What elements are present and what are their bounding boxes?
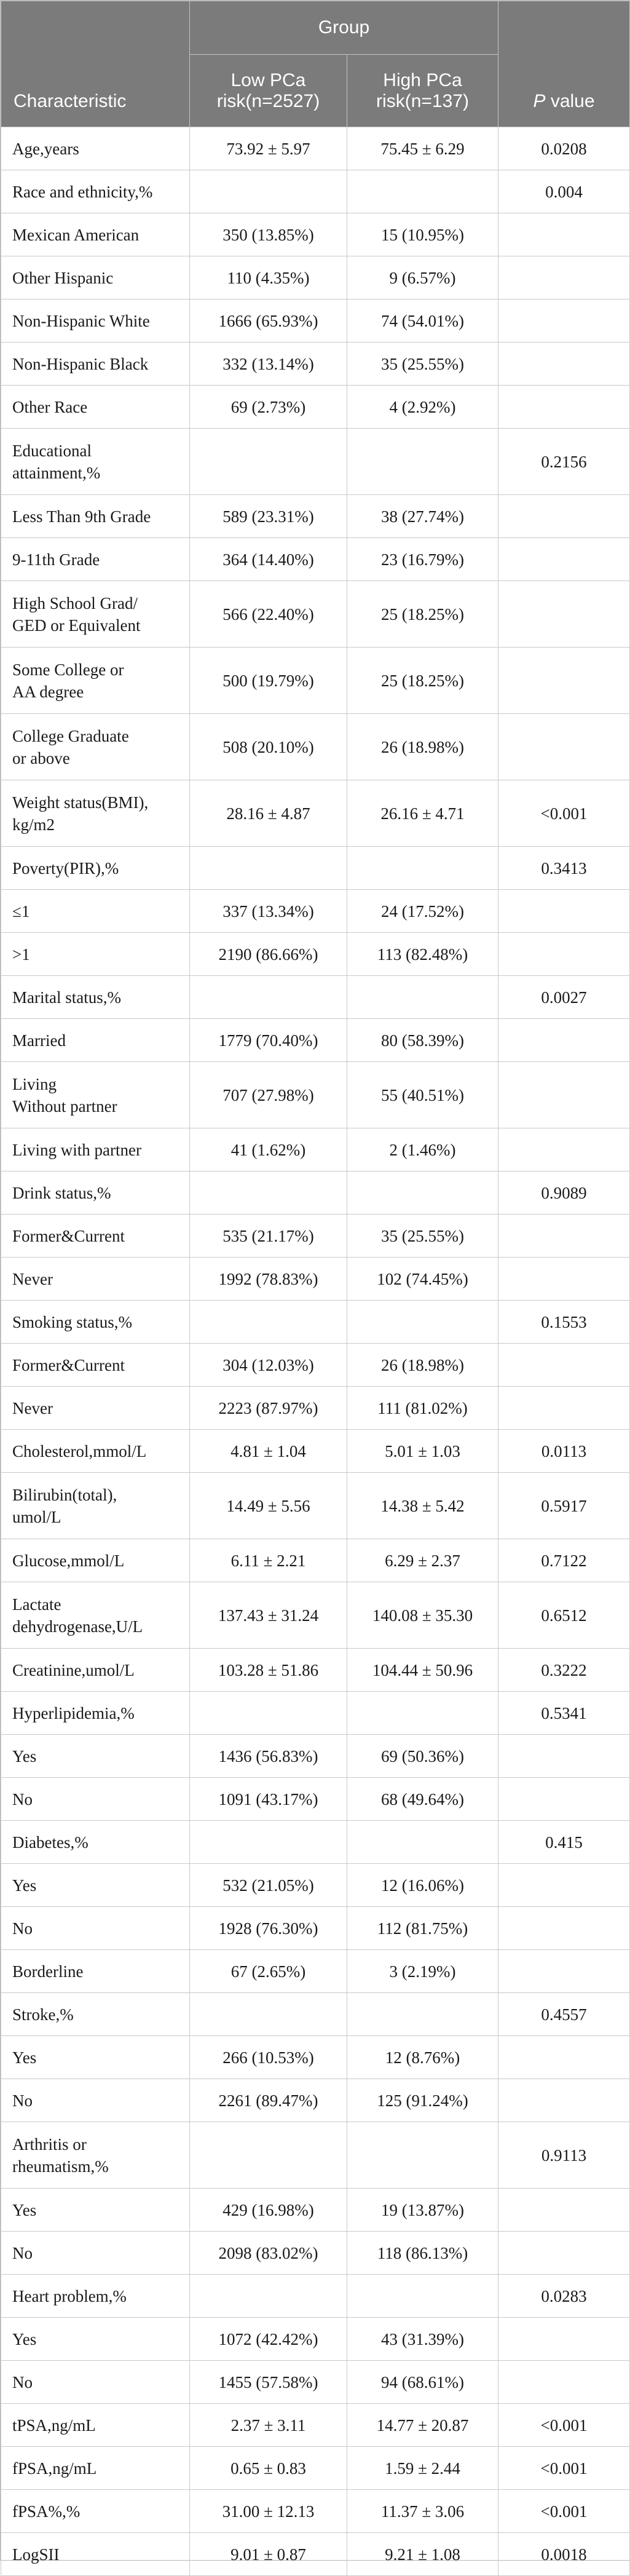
p-value-cell: [498, 1062, 630, 1128]
characteristic-cell: No: [1, 2232, 190, 2275]
high-risk-value-cell: 5.01 ± 1.03: [347, 1430, 498, 1473]
p-value-cell: 0.6512: [498, 1582, 630, 1649]
high-risk-value-cell: 69 (50.36%): [347, 1735, 498, 1778]
low-risk-value-cell: [190, 1993, 347, 2036]
characteristic-cell: Former&Current: [1, 1215, 190, 1258]
low-risk-value-cell: 2.37 ± 3.11: [190, 2404, 347, 2447]
table-row: [1, 1387, 630, 1430]
low-risk-value-cell: 1992 (78.83%): [190, 1258, 347, 1301]
p-value-cell: 0.9113: [498, 2122, 630, 2189]
table-row: [1, 429, 630, 495]
low-risk-value-cell: 9.01 ± 0.87: [190, 2533, 347, 2576]
low-risk-value-cell: 364 (14.40%): [190, 538, 347, 581]
low-risk-column-header: Low PCa risk(n=2527): [190, 55, 347, 127]
low-risk-value-cell: 707 (27.98%): [190, 1062, 347, 1128]
low-risk-value-cell: 14.49 ± 5.56: [190, 1473, 347, 1539]
table-header: [1, 1, 630, 127]
table-row: [1, 299, 630, 343]
table-row: [1, 581, 630, 648]
characteristic-cell: ≤1: [1, 890, 190, 933]
p-value-cell: [498, 2318, 630, 2361]
characteristic-cell: Yes: [1, 1735, 190, 1778]
table-row: [1, 2490, 630, 2533]
table-row: [1, 2122, 630, 2189]
characteristic-cell: No: [1, 2361, 190, 2404]
low-risk-value-cell: [190, 976, 347, 1019]
table-row: [1, 2447, 630, 2490]
table-row: [1, 1062, 630, 1128]
low-risk-value-cell: [190, 1171, 347, 1215]
table-row: [1, 1778, 630, 1821]
low-risk-value-cell: [190, 429, 347, 495]
p-value-cell: [498, 1128, 630, 1171]
high-risk-value-cell: 14.38 ± 5.42: [347, 1473, 498, 1539]
low-risk-value-cell: [190, 1692, 347, 1735]
characteristic-cell: College Graduate or above: [1, 714, 190, 780]
table-row: [1, 343, 630, 386]
characteristic-cell: Borderline: [1, 1950, 190, 1993]
low-risk-value-cell: [190, 170, 347, 213]
low-risk-value-cell: 1779 (70.40%): [190, 1019, 347, 1062]
characteristic-cell: Yes: [1, 2189, 190, 2232]
table-row: [1, 1692, 630, 1735]
low-risk-value-cell: 332 (13.14%): [190, 343, 347, 386]
low-risk-value-cell: 337 (13.34%): [190, 890, 347, 933]
p-value-cell: 0.0208: [498, 127, 630, 170]
low-risk-value-cell: 69 (2.73%): [190, 386, 347, 429]
table-row: [1, 1019, 630, 1062]
p-value-cell: [498, 256, 630, 299]
characteristic-cell: Diabetes,%: [1, 1821, 190, 1864]
table-row: [1, 213, 630, 256]
characteristic-cell: Lactate dehydrogenase,U/L: [1, 1582, 190, 1649]
characteristic-cell: Stroke,%: [1, 1993, 190, 2036]
p-value-cell: [498, 386, 630, 429]
low-risk-value-cell: [190, 1821, 347, 1864]
high-risk-value-cell: 35 (25.55%): [347, 1215, 498, 1258]
characteristic-cell: Other Race: [1, 386, 190, 429]
high-risk-value-cell: 19 (13.87%): [347, 2189, 498, 2232]
high-risk-value-cell: 113 (82.48%): [347, 933, 498, 976]
characteristic-cell: 9-11th Grade: [1, 538, 190, 581]
table-row: [1, 1128, 630, 1171]
table-row: [1, 1539, 630, 1582]
p-value-cell: [498, 890, 630, 933]
low-risk-value-cell: [190, 847, 347, 890]
table-row: [1, 1649, 630, 1692]
p-value-cell: 0.5917: [498, 1473, 630, 1539]
low-risk-value-cell: [190, 2275, 347, 2318]
characteristic-cell: fPSA%,%: [1, 2490, 190, 2533]
low-risk-value-cell: 2098 (83.02%): [190, 2232, 347, 2275]
high-risk-value-cell: [347, 1821, 498, 1864]
table-row: [1, 2533, 630, 2576]
high-risk-value-cell: 111 (81.02%): [347, 1387, 498, 1430]
table-row: [1, 780, 630, 847]
p-value-cell: [498, 1907, 630, 1950]
high-risk-value-cell: 25 (18.25%): [347, 648, 498, 714]
low-risk-value-cell: 4.81 ± 1.04: [190, 1430, 347, 1473]
characteristic-cell: Educational attainment,%: [1, 429, 190, 495]
p-value-cell: [498, 933, 630, 976]
p-value-cell: [498, 2079, 630, 2122]
p-value-cell: [498, 495, 630, 538]
characteristic-cell: Hyperlipidemia,%: [1, 1692, 190, 1735]
high-risk-value-cell: [347, 1171, 498, 1215]
p-value-column-header: [498, 1, 630, 127]
low-risk-value-cell: 2223 (87.97%): [190, 1387, 347, 1430]
high-risk-value-cell: 12 (8.76%): [347, 2036, 498, 2079]
characteristic-cell: No: [1, 1778, 190, 1821]
table-row: [1, 2318, 630, 2361]
p-value-cell: [498, 648, 630, 714]
low-risk-value-cell: 532 (21.05%): [190, 1864, 347, 1907]
p-value-cell: <0.001: [498, 2447, 630, 2490]
low-risk-value-cell: 1928 (76.30%): [190, 1907, 347, 1950]
table-row: [1, 386, 630, 429]
low-risk-value-cell: 1455 (57.58%): [190, 2361, 347, 2404]
high-risk-value-cell: [347, 1301, 498, 1344]
high-risk-value-cell: 80 (58.39%): [347, 1019, 498, 1062]
table-row: [1, 1735, 630, 1778]
table-row: [1, 890, 630, 933]
characteristic-cell: Age,years: [1, 127, 190, 170]
low-risk-value-cell: [190, 2122, 347, 2189]
low-risk-value-cell: 1436 (56.83%): [190, 1735, 347, 1778]
characteristic-cell: Never: [1, 1258, 190, 1301]
low-risk-value-cell: 566 (22.40%): [190, 581, 347, 648]
high-risk-column-header: High PCa risk(n=137): [347, 55, 498, 127]
high-risk-value-cell: [347, 2275, 498, 2318]
p-value-cell: [498, 1215, 630, 1258]
p-value-cell: 0.004: [498, 170, 630, 213]
characteristic-cell: Married: [1, 1019, 190, 1062]
high-risk-value-cell: 26 (18.98%): [347, 714, 498, 780]
characteristic-cell: Living Without partner: [1, 1062, 190, 1128]
p-value-cell: [498, 2036, 630, 2079]
high-risk-value-cell: 9.21 ± 1.08: [347, 2533, 498, 2576]
low-risk-value-cell: 67 (2.65%): [190, 1950, 347, 1993]
p-value-header-italic: P: [533, 91, 546, 111]
high-risk-value-cell: 11.37 ± 3.06: [347, 2490, 498, 2533]
high-risk-value-cell: 104.44 ± 50.96: [347, 1649, 498, 1692]
p-value-cell: 0.7122: [498, 1539, 630, 1582]
characteristic-cell: tPSA,ng/mL: [1, 2404, 190, 2447]
high-risk-value-cell: 125 (91.24%): [347, 2079, 498, 2122]
high-risk-value-cell: 35 (25.55%): [347, 343, 498, 386]
p-value-cell: 0.0018: [498, 2533, 630, 2576]
low-risk-value-cell: 266 (10.53%): [190, 2036, 347, 2079]
table-row: [1, 2404, 630, 2447]
characteristic-cell: Creatinine,umol/L: [1, 1649, 190, 1692]
high-risk-value-cell: 38 (27.74%): [347, 495, 498, 538]
high-risk-value-cell: 43 (31.39%): [347, 2318, 498, 2361]
high-risk-value-cell: 112 (81.75%): [347, 1907, 498, 1950]
low-risk-value-cell: 535 (21.17%): [190, 1215, 347, 1258]
characteristic-cell: Smoking status,%: [1, 1301, 190, 1344]
high-risk-value-cell: 68 (49.64%): [347, 1778, 498, 1821]
characteristic-cell: Marital status,%: [1, 976, 190, 1019]
low-risk-value-cell: 429 (16.98%): [190, 2189, 347, 2232]
table-row: [1, 2361, 630, 2404]
high-risk-value-cell: 75.45 ± 6.29: [347, 127, 498, 170]
low-risk-value-cell: 500 (19.79%): [190, 648, 347, 714]
p-value-cell: 0.9089: [498, 1171, 630, 1215]
characteristic-cell: Non-Hispanic Black: [1, 343, 190, 386]
p-value-cell: [498, 581, 630, 648]
p-value-cell: [498, 1387, 630, 1430]
table-row: [1, 127, 630, 170]
p-value-cell: 0.3222: [498, 1649, 630, 1692]
table-row: [1, 538, 630, 581]
characteristic-cell: High School Grad/ GED or Equivalent: [1, 581, 190, 648]
table-row: [1, 495, 630, 538]
low-risk-value-cell: 2190 (86.66%): [190, 933, 347, 976]
p-value-cell: [498, 1735, 630, 1778]
p-value-header-suffix: value: [545, 91, 595, 111]
p-value-cell: [498, 714, 630, 780]
characteristic-cell: Other Hispanic: [1, 256, 190, 299]
table-row: [1, 2036, 630, 2079]
group-column-header: Group: [190, 1, 498, 55]
low-risk-value-cell: 73.92 ± 5.97: [190, 127, 347, 170]
high-risk-value-cell: 6.29 ± 2.37: [347, 1539, 498, 1582]
high-risk-value-cell: 25 (18.25%): [347, 581, 498, 648]
high-risk-value-cell: 12 (16.06%): [347, 1864, 498, 1907]
high-risk-value-cell: 24 (17.52%): [347, 890, 498, 933]
characteristic-cell: Yes: [1, 1864, 190, 1907]
low-risk-value-cell: 103.28 ± 51.86: [190, 1649, 347, 1692]
low-risk-value-cell: 508 (20.10%): [190, 714, 347, 780]
p-value-cell: 0.1553: [498, 1301, 630, 1344]
characteristic-cell: Race and ethnicity,%: [1, 170, 190, 213]
table-row: [1, 1864, 630, 1907]
p-value-cell: 0.0027: [498, 976, 630, 1019]
characteristic-cell: Mexican American: [1, 213, 190, 256]
p-value-cell: [498, 343, 630, 386]
high-risk-value-cell: 94 (68.61%): [347, 2361, 498, 2404]
high-risk-value-cell: [347, 1692, 498, 1735]
table-row: [1, 1430, 630, 1473]
table-row: [1, 1821, 630, 1864]
characteristic-cell: Yes: [1, 2318, 190, 2361]
table-row: [1, 2232, 630, 2275]
characteristic-column-header: Characteristic: [1, 1, 190, 127]
table-row: [1, 256, 630, 299]
high-risk-value-cell: 15 (10.95%): [347, 213, 498, 256]
p-value-cell: [498, 538, 630, 581]
table-row: [1, 1993, 630, 2036]
low-risk-value-cell: [190, 1301, 347, 1344]
table-row: [1, 933, 630, 976]
p-value-cell: [498, 1258, 630, 1301]
high-risk-value-cell: 1.59 ± 2.44: [347, 2447, 498, 2490]
high-risk-value-cell: [347, 1993, 498, 2036]
low-risk-value-cell: 589 (23.31%): [190, 495, 347, 538]
p-value-cell: 0.5341: [498, 1692, 630, 1735]
low-risk-value-cell: 0.65 ± 0.83: [190, 2447, 347, 2490]
characteristic-cell: Non-Hispanic White: [1, 299, 190, 343]
high-risk-value-cell: 102 (74.45%): [347, 1258, 498, 1301]
low-risk-value-cell: 350 (13.85%): [190, 213, 347, 256]
low-risk-value-cell: 304 (12.03%): [190, 1344, 347, 1387]
p-value-cell: [498, 1864, 630, 1907]
p-value-cell: [498, 1344, 630, 1387]
table-row: [1, 1258, 630, 1301]
p-value-cell: [498, 2232, 630, 2275]
low-risk-value-cell: 6.11 ± 2.21: [190, 1539, 347, 1582]
characteristic-cell: Bilirubin(total), umol/L: [1, 1473, 190, 1539]
characteristic-cell: Cholesterol,mmol/L: [1, 1430, 190, 1473]
table-row: [1, 1907, 630, 1950]
table-row: [1, 2275, 630, 2318]
low-risk-value-cell: 1091 (43.17%): [190, 1778, 347, 1821]
p-value-cell: <0.001: [498, 2490, 630, 2533]
p-value-cell: 0.3413: [498, 847, 630, 890]
p-value-cell: 0.2156: [498, 429, 630, 495]
low-risk-value-cell: 110 (4.35%): [190, 256, 347, 299]
characteristic-cell: Never: [1, 1387, 190, 1430]
p-value-cell: [498, 2189, 630, 2232]
characteristic-cell: fPSA,ng/mL: [1, 2447, 190, 2490]
p-value-cell: [498, 2361, 630, 2404]
high-risk-value-cell: 4 (2.92%): [347, 386, 498, 429]
characteristic-cell: Poverty(PIR),%: [1, 847, 190, 890]
high-risk-value-cell: 26.16 ± 4.71: [347, 780, 498, 847]
high-risk-value-cell: 140.08 ± 35.30: [347, 1582, 498, 1649]
low-risk-value-cell: 2261 (89.47%): [190, 2079, 347, 2122]
table-row: [1, 976, 630, 1019]
high-risk-value-cell: [347, 2122, 498, 2189]
characteristic-cell: Drink status,%: [1, 1171, 190, 1215]
p-value-cell: [498, 1778, 630, 1821]
characteristic-cell: Living with partner: [1, 1128, 190, 1171]
high-risk-value-cell: 2 (1.46%): [347, 1128, 498, 1171]
high-risk-value-cell: 26 (18.98%): [347, 1344, 498, 1387]
p-value-cell: [498, 1019, 630, 1062]
high-risk-value-cell: 118 (86.13%): [347, 2232, 498, 2275]
table-row: [1, 2079, 630, 2122]
table-body: [1, 127, 630, 2576]
low-risk-value-cell: 1072 (42.42%): [190, 2318, 347, 2361]
table-row: [1, 2189, 630, 2232]
high-risk-value-cell: [347, 170, 498, 213]
table-row: [1, 1473, 630, 1539]
high-risk-value-cell: 55 (40.51%): [347, 1062, 498, 1128]
characteristic-cell: No: [1, 1907, 190, 1950]
table-row: [1, 1215, 630, 1258]
low-risk-value-cell: 41 (1.62%): [190, 1128, 347, 1171]
table-row: [1, 1171, 630, 1215]
characteristic-cell: Some College or AA degree: [1, 648, 190, 714]
high-risk-value-cell: 23 (16.79%): [347, 538, 498, 581]
table-row: [1, 714, 630, 780]
high-risk-value-cell: 14.77 ± 20.87: [347, 2404, 498, 2447]
table-row: [1, 648, 630, 714]
characteristic-cell: Former&Current: [1, 1344, 190, 1387]
characteristic-cell: Yes: [1, 2036, 190, 2079]
table-row: [1, 1950, 630, 1993]
characteristic-cell: Less Than 9th Grade: [1, 495, 190, 538]
p-value-cell: [498, 299, 630, 343]
high-risk-value-cell: [347, 976, 498, 1019]
table-row: [1, 1582, 630, 1649]
high-risk-value-cell: [347, 429, 498, 495]
table-row: [1, 170, 630, 213]
p-value-cell: <0.001: [498, 780, 630, 847]
table-row: [1, 1301, 630, 1344]
characteristic-cell: Heart problem,%: [1, 2275, 190, 2318]
high-risk-value-cell: 9 (6.57%): [347, 256, 498, 299]
characteristic-cell: Arthritis or rheumatism,%: [1, 2122, 190, 2189]
high-risk-value-cell: 74 (54.01%): [347, 299, 498, 343]
p-value-cell: 0.0113: [498, 1430, 630, 1473]
characteristic-cell: No: [1, 2079, 190, 2122]
low-risk-value-cell: 1666 (65.93%): [190, 299, 347, 343]
characteristic-cell: Weight status(BMI), kg/m2: [1, 780, 190, 847]
high-risk-value-cell: 3 (2.19%): [347, 1950, 498, 1993]
p-value-cell: 0.415: [498, 1821, 630, 1864]
low-risk-value-cell: 28.16 ± 4.87: [190, 780, 347, 847]
p-value-cell: [498, 213, 630, 256]
characteristic-cell: >1: [1, 933, 190, 976]
p-value-cell: 0.4557: [498, 1993, 630, 2036]
p-value-cell: 0.0283: [498, 2275, 630, 2318]
characteristic-cell: LogSII: [1, 2533, 190, 2576]
table-row: [1, 847, 630, 890]
high-risk-value-cell: [347, 847, 498, 890]
p-value-cell: <0.001: [498, 2404, 630, 2447]
low-risk-value-cell: 137.43 ± 31.24: [190, 1582, 347, 1649]
low-risk-value-cell: 31.00 ± 12.13: [190, 2490, 347, 2533]
p-value-cell: [498, 1950, 630, 1993]
characteristics-table: [1, 1, 630, 2576]
characteristic-cell: Glucose,mmol/L: [1, 1539, 190, 1582]
table-row: [1, 1344, 630, 1387]
